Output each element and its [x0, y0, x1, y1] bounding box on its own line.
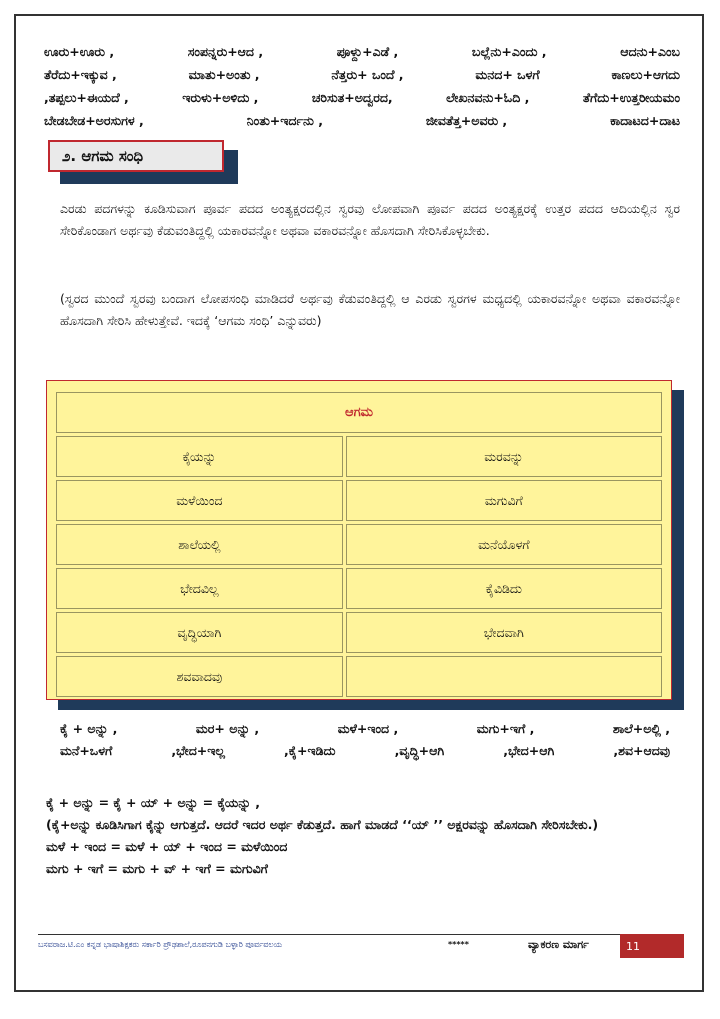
- table-cell: ಕೈವಿಡಿದು: [346, 568, 662, 609]
- derivation-line: ಕೈ + ಅನ್ನು = ಕೈ + ಯ್ + ಅನ್ನು = ಕೈಯನ್ನು ,: [46, 795, 260, 810]
- derivation-line: ಮಳೆ + ಇಂದ = ಮಳೆ + ಯ್ + ಇಂದ = ಮಳೆಯಿಂದ: [46, 839, 288, 854]
- table-header-row: [56, 392, 662, 433]
- table-row: [56, 568, 662, 609]
- table-row: [56, 480, 662, 521]
- example-item: ,ಶವ+ಆದವು: [613, 743, 670, 758]
- compound-word: ಲೇಖನವನು+ಓದಿ ,: [446, 90, 530, 105]
- example-item: ಶಾಲೆ+ಅಲ್ಲಿ ,: [612, 721, 670, 736]
- footer-stars: *****: [448, 940, 469, 949]
- example-line: [60, 718, 670, 740]
- table-row: [56, 436, 662, 477]
- table-cell: ಶವವಾದವು: [56, 656, 343, 697]
- compound-word: ,ತಪ್ಪಲು+ಈಯದೆ ,: [44, 90, 129, 105]
- compound-word: ನಿಂತು+ಇರ್ದನು ,: [246, 113, 323, 128]
- footer-rule: [38, 934, 684, 935]
- example-item: ,ಕೈ+ಇಡಿದು: [284, 743, 336, 758]
- table-cell: ಕೈಯನ್ನು: [56, 436, 343, 477]
- derivation-examples: [46, 792, 676, 880]
- compound-word: ಮನದ+ ಒಳಗೆ: [475, 67, 540, 82]
- example-item: ಮಗು+ಇಗೆ ,: [476, 721, 535, 736]
- example-item: ಮನೆ+ಒಳಗೆ: [60, 743, 113, 758]
- heading-title: ೨. ಆಗಮ ಸಂಧಿ: [48, 140, 224, 172]
- example-line: [60, 740, 670, 762]
- agama-table-box: [46, 380, 672, 700]
- example-item: ,ಭೇದ+ಆಗಿ: [503, 743, 555, 758]
- compound-word: ಜೀವತೆತ್ತ+ಅವರು ,: [425, 113, 508, 128]
- compound-word: ತೆರೆದು+ಇಕ್ಕುವ ,: [44, 67, 117, 82]
- table-cell: ಭೇದವಿಲ್ಲ: [56, 568, 343, 609]
- compound-word: ಚರಿಸುತ+ಅದ್ವರದ,: [311, 90, 393, 105]
- table-cell: ಭೇದವಾಗಿ: [346, 612, 662, 653]
- compound-word: ಮಾತು+ಅಂತು ,: [188, 67, 260, 82]
- page-number-badge: 11: [620, 934, 684, 958]
- table-cell: ಮಳೆಯಿಂದ: [56, 480, 343, 521]
- compound-word: ಬಲ್ಲೆನು+ಎಂದು ,: [471, 44, 547, 59]
- table-header: ಆಗಮ: [56, 392, 662, 433]
- table-cell: ಮನೆಯೊಳಗೆ: [346, 524, 662, 565]
- compound-word: ಇರುಳು+ಅಳಿದು ,: [182, 90, 259, 105]
- explanation-paragraph: (ಸ್ವರದ ಮುಂದೆ ಸ್ವರವು ಬಂದಾಗ ಲೋಪಸಂಧಿ ಮಾಡಿದರೆ ಅರ್ಥವು ಕೆಡುವಂತಿದ್ದಲ್ಲಿ ಆ ಎರಡು ಸ್ವರಗಳ ಮಧ್ಯದಲ್ಲಿ ಯಕಾರವನ್ನೋ ಅಥವಾ ವಕಾರವನ್ನೋ ಹೊಸದಾಗಿ ಸೇರಿಸಿ ಹೇಳುತ್ತೇವೆ. ಇದಕ್ಕೆ ‘ಆಗಮ ಸಂಧಿ’ ಎನ್ನುವರು): [60, 291, 680, 328]
- table-row: [56, 612, 662, 653]
- example-item: ಕೈ + ಅನ್ನು ,: [60, 721, 118, 736]
- compound-line: [44, 63, 680, 86]
- compound-word: ಊರು+ಊರು ,: [44, 44, 115, 59]
- table-cell: ವೃದ್ಧಿಯಾಗಿ: [56, 612, 343, 653]
- table-cell: ಮರವನ್ನು: [346, 436, 662, 477]
- compound-word: ಬೇಡಬೇಡ+ಅರಸುಗಳ ,: [44, 113, 144, 128]
- page-footer: [38, 934, 684, 958]
- compound-word: ಸಂಪನ್ನರು+ಆದ ,: [187, 44, 264, 59]
- example-item: ಮಳೆ+ಇಂದ ,: [337, 721, 399, 736]
- table-row: [56, 524, 662, 565]
- footer-book-title: ವ್ಯಾಕರಣ ಮಾರ್ಗ: [528, 938, 589, 951]
- compound-words-list: [44, 40, 680, 132]
- compound-line: [44, 109, 680, 132]
- example-item: ,ಭೇದ+ಇಲ್ಲ: [171, 743, 225, 758]
- example-item: ಮರ+ ಅನ್ನು ,: [195, 721, 260, 736]
- table-cell: ಮಗುವಿಗೆ: [346, 480, 662, 521]
- compound-line: [44, 86, 680, 109]
- derivation-line: ಮಗು + ಇಗೆ = ಮಗು + ವ್ + ಇಗೆ = ಮಗುವಿಗೆ: [46, 861, 268, 876]
- definition-paragraph: ಎರಡು ಪದಗಳನ್ನು ಕೂಡಿಸುವಾಗ ಪೂರ್ವ ಪದದ ಅಂತ್ಯಕ್ಷರದಲ್ಲಿನ ಸ್ವರವು ಲೋಪವಾಗಿ ಪೂರ್ವ ಪದದ ಅಂತ್ಯಕ್ಷರಕ್ಕೆ ಉತ್ತರ ಪದದ ಆದಿಯಲ್ಲಿನ ಸ್ವರ ಸೇರಿಕೊಂಡಾಗ ಅರ್ಥವು ಕೆಡುವಂತಿದ್ದಲ್ಲಿ ಯಕಾರವನ್ನೋ ಅಥವಾ ವಕಾರವನ್ನೋ ಹೊಸದಾಗಿ ಸೇರಿಸಿಕೊಳ್ಳಬೇಕು.: [60, 201, 680, 238]
- compound-word: ಪೂಳ್ದು+ಎಡೆ ,: [336, 44, 399, 59]
- compound-word: ಕಾದಾಟದ+ದಾಟ: [610, 113, 680, 128]
- compound-word: ಆದನು+ಎಂಬ: [620, 44, 680, 59]
- compound-line: [44, 40, 680, 63]
- derivation-note: (ಕೈ+ಅನ್ನು ಕೂಡಿಸಿಗಾಗ ಕೈನ್ನು ಆಗುತ್ತದೆ. ಆದರೆ ಇದರ ಅರ್ಥ ಕೆಡುತ್ತದೆ. ಹಾಗೆ ಮಾಡದೆ ‘‘ಯ್ ’’ ಅಕ್ಷರವನ್ನು ಹೊಸದಾಗಿ ಸೇರಿಸಬೇಕು.): [46, 817, 599, 832]
- section-heading: [48, 140, 224, 172]
- compound-word: ನೆತ್ತರು+ ಒಂದೆ ,: [331, 67, 404, 82]
- table-cell: [346, 656, 662, 697]
- table-row: [56, 656, 662, 697]
- table-cell: ಶಾಲೆಯಲ್ಲಿ: [56, 524, 343, 565]
- example-item: ,ವೃದ್ಧಿ+ಆಗಿ: [394, 743, 445, 758]
- agama-table: [53, 389, 665, 700]
- footer-author: ಬಸವರಾಜ.ಟಿ.ಎಂ ಕನ್ನಡ ಭಾಷಾಶಿಕ್ಷಕರು ಸರ್ಕಾರಿ ಪ್ರೌಢಶಾಲೆ,ರೂಪನಗುಡಿ ಬಳ್ಳಾರಿ ಪೂರ್ವವಲಯ: [38, 940, 283, 949]
- compound-word: ತೆಗೆದು+ಉತ್ತರೀಯಮಂ: [582, 90, 680, 105]
- compound-word: ಕಾಣಲು+ಆಗದು: [611, 67, 680, 82]
- example-combinations: [60, 718, 670, 762]
